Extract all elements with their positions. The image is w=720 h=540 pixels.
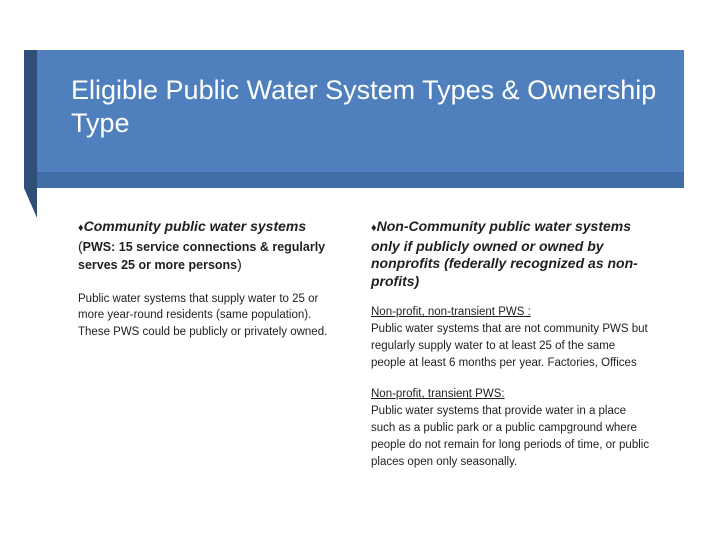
community-pws-description: Public water systems that supply water to 25 or more year-round residents (same population). These PWS could be publicly or privately owned.: [78, 292, 328, 338]
pws-abbrev: PWS:: [82, 239, 116, 254]
title-band-fold: [24, 188, 37, 218]
tnc-block: [371, 386, 651, 471]
community-pws-label: Community public water systems: [83, 218, 307, 234]
community-pws-heading: [78, 218, 338, 275]
ntnc-subheading: Non-profit, non-transient PWS :: [371, 306, 531, 318]
heading-paren-close: ): [237, 256, 242, 272]
ntnc-block: [371, 304, 651, 372]
diamond-bullet-icon: ♦: [371, 222, 377, 234]
tnc-text: Public water systems that provide water in a place such as a public park or a public campground where people do not remain for long periods of time, or public places open only seasonally.: [371, 405, 650, 468]
tnc-subheading: Non-profit, transient PWS:: [371, 388, 505, 400]
right-column: [371, 218, 651, 471]
non-community-pws-heading: [371, 218, 651, 290]
left-column: [78, 218, 338, 340]
community-pws-definition: 15 service connections & regularly serves 25 or more persons: [78, 239, 326, 272]
diamond-bullet-icon: ♦: [78, 222, 84, 234]
title-band-shade: [37, 172, 684, 188]
ntnc-text: Public water systems that are not community PWS but regularly supply water to at least 25 of the same people at least 6 months per year. Factories, Offices: [371, 323, 648, 369]
non-community-pws-label: Non-Community public water systems only if publicly owned or owned by nonprofits (federally recognized as non-profits): [371, 218, 638, 289]
slide-title: Eligible Public Water System Types & Ownership Type: [71, 75, 657, 138]
heading-paren-open: (: [78, 237, 83, 254]
